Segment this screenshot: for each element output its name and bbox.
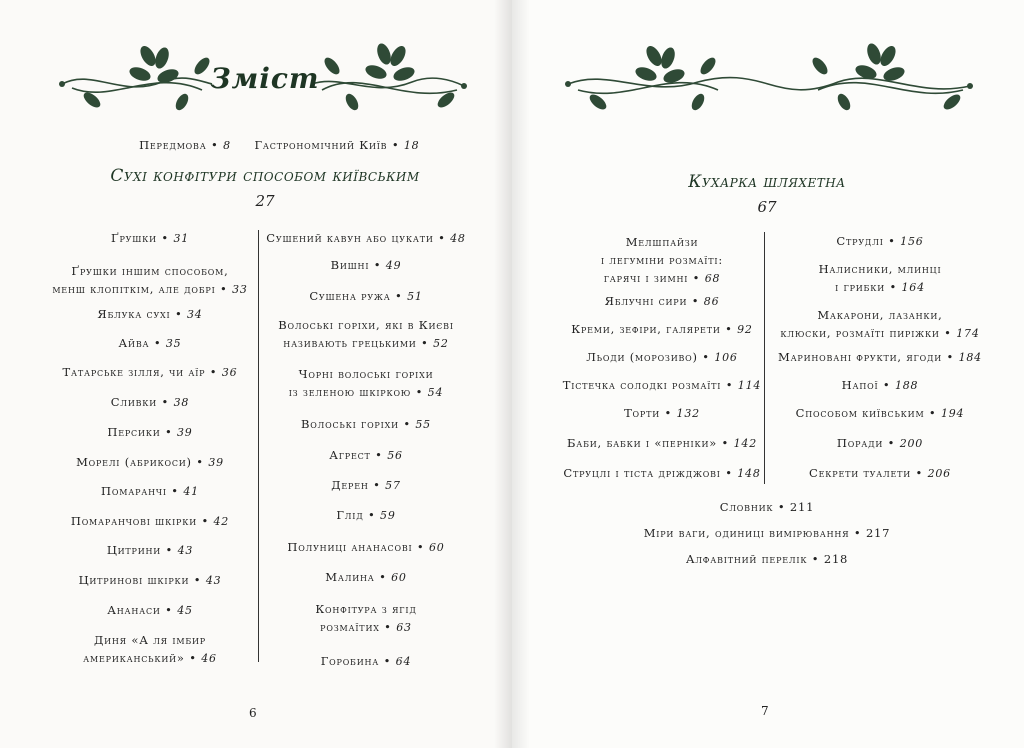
toc-entry-label: Тістечка солодкі розмаїті bbox=[562, 378, 722, 392]
toc-entry-label: Поради bbox=[836, 436, 884, 450]
toc-entry-label: Сливки bbox=[110, 395, 158, 409]
toc-entry[interactable]: Агрест • 56 bbox=[329, 448, 403, 462]
toc-entry[interactable]: Льоди (морозиво) • 106 bbox=[586, 350, 738, 364]
toc-entry-page: 49 bbox=[385, 259, 402, 272]
toc-entry[interactable]: Чорні волоські горіхи із зеленою шкіркою • 54 bbox=[288, 367, 444, 399]
toc-entry[interactable]: Мелшпайзи і легуміни розмаїті: гарячі і зимні • 68 bbox=[600, 235, 724, 285]
gutter-shadow bbox=[512, 0, 530, 748]
toc-entry[interactable]: Помаранчові шкірки • 42 bbox=[70, 514, 230, 528]
toc-entry-page: 48 bbox=[450, 232, 466, 245]
toc-entry[interactable]: Напої • 188 bbox=[841, 378, 919, 392]
toc-entry[interactable]: Торти • 132 bbox=[624, 406, 700, 420]
toc-entry-label: клюски, розмаїті пиріжки bbox=[780, 326, 940, 340]
toc-entry-page: 114 bbox=[737, 379, 762, 392]
contents-title: Зміст bbox=[210, 62, 320, 95]
toc-entry[interactable]: Алфавітний перелік • 218 bbox=[685, 552, 849, 566]
toc-entry-label: менш клопіткім, але добрі bbox=[52, 282, 216, 296]
toc-entry-label: Креми, зефіри, галярети bbox=[571, 322, 721, 336]
toc-entry[interactable]: Цитринові шкірки • 43 bbox=[78, 573, 222, 587]
toc-entry-page: 60 bbox=[428, 541, 445, 554]
toc-entry[interactable]: Волоські горіхи • 55 bbox=[301, 417, 431, 431]
toc-entry[interactable]: Баби, бабки і «перніки» • 142 bbox=[566, 436, 757, 450]
toc-entry[interactable]: Помаранчі • 41 bbox=[101, 484, 199, 498]
toc-entry[interactable]: Налисники, млинці і грибки • 164 bbox=[818, 262, 942, 294]
toc-entry-label: Торти bbox=[624, 406, 661, 420]
toc-entry-page: 63 bbox=[396, 621, 412, 634]
toc-entry-label: американський» bbox=[83, 651, 185, 665]
toc-entry-page: 57 bbox=[385, 479, 401, 492]
toc-entry-page: 31 bbox=[173, 232, 190, 245]
toc-entry[interactable]: Ґрушки • 31 bbox=[110, 231, 190, 245]
toc-entry-label: Ґрушки bbox=[110, 231, 157, 245]
toc-entry-label: Льоди (морозиво) bbox=[586, 350, 698, 364]
toc-entry[interactable]: Глід • 59 bbox=[336, 508, 396, 522]
toc-entry-page: 156 bbox=[900, 235, 924, 248]
toc-entry[interactable]: Гастрономічний Київ • 18 bbox=[254, 138, 420, 152]
toc-entry-label: Агрест bbox=[329, 448, 371, 462]
toc-entry-label: Налисники, млинці bbox=[818, 262, 942, 276]
toc-entry-page: 132 bbox=[676, 407, 700, 420]
toc-entry-label: Цитринові шкірки bbox=[78, 573, 190, 587]
page-number: 6 bbox=[249, 706, 257, 720]
toc-entry-label: Мелшпайзи bbox=[625, 235, 699, 249]
toc-entry-label: Ґрушки іншим способом, bbox=[71, 264, 229, 278]
toc-entry-page: 56 bbox=[387, 449, 403, 462]
toc-entry-label: Диня «А ля імбир bbox=[93, 633, 206, 647]
toc-entry-label: Мариновані фрукти, ягоди bbox=[778, 350, 943, 364]
toc-entry-page: 46 bbox=[201, 652, 217, 665]
toc-entry-label: Персики bbox=[107, 425, 161, 439]
toc-entry[interactable]: Горобина • 64 bbox=[320, 654, 412, 668]
toc-entry[interactable]: Персики • 39 bbox=[107, 425, 193, 439]
toc-entry[interactable]: Струдлі • 156 bbox=[836, 234, 924, 248]
toc-entry-page: 43 bbox=[177, 544, 194, 557]
toc-entry-label: і грибки bbox=[835, 280, 885, 294]
toc-entry-page: 188 bbox=[894, 379, 919, 392]
toc-entry-page: 54 bbox=[427, 386, 444, 399]
toc-entry-label: Татарське зілля, чи аїр bbox=[62, 365, 206, 379]
toc-entry-page: 148 bbox=[737, 467, 761, 480]
toc-entry-page: 52 bbox=[433, 337, 449, 350]
toc-entry-page: 194 bbox=[940, 407, 965, 420]
toc-entry[interactable]: Вишні • 49 bbox=[330, 258, 402, 272]
section-title: Кухарка шляхетна bbox=[688, 172, 846, 192]
toc-entry-label: Айва bbox=[118, 336, 150, 350]
toc-entry-label: Вишні bbox=[330, 258, 370, 272]
toc-entry-label: Сушений кавун або цукати bbox=[266, 231, 434, 245]
toc-entry-page: 36 bbox=[221, 366, 238, 379]
column-divider bbox=[764, 232, 765, 484]
toc-entry-page: 184 bbox=[958, 351, 982, 364]
toc-entry-page: 42 bbox=[213, 515, 230, 528]
right-page bbox=[512, 0, 1024, 748]
toc-entry[interactable]: Міри ваги, одиниці вимірювання • 217 bbox=[643, 526, 891, 540]
toc-entry-page: 59 bbox=[380, 509, 396, 522]
toc-entry-page: 43 bbox=[205, 574, 222, 587]
toc-entry[interactable]: Макарони, лазанки, клюски, розмаїті пиріжки • 174 bbox=[780, 308, 980, 340]
toc-entry-label: Струдлі bbox=[836, 234, 884, 248]
toc-entry-label: Волоські горіхи, які в Києві bbox=[278, 318, 454, 332]
toc-entry[interactable]: Айва • 35 bbox=[118, 336, 182, 350]
toc-entry-page: 106 bbox=[714, 351, 738, 364]
toc-entry[interactable]: Сушена ружа • 51 bbox=[309, 289, 423, 303]
toc-entry-page: 86 bbox=[703, 295, 720, 308]
toc-entry-label: розмаїтих bbox=[320, 620, 380, 634]
toc-entry-label: Способом київським bbox=[795, 406, 925, 420]
toc-entry[interactable]: Поради • 200 bbox=[836, 436, 924, 450]
toc-entry-page: 35 bbox=[165, 337, 182, 350]
toc-entry-label: Волоські горіхи bbox=[301, 417, 399, 431]
toc-entry-label: Струцлі і тіста дріжджові bbox=[563, 466, 721, 480]
toc-entry-page: 45 bbox=[177, 604, 193, 617]
toc-entry-page: 39 bbox=[177, 426, 193, 439]
toc-entry[interactable]: Словник • 211 bbox=[719, 500, 815, 514]
toc-entry[interactable]: Струцлі і тіста дріжджові • 148 bbox=[563, 466, 761, 480]
toc-entry-page: 41 bbox=[183, 485, 199, 498]
toc-entry[interactable]: Ґрушки іншим способом, менш клопіткім, але добрі • 33 bbox=[52, 264, 248, 296]
toc-entry[interactable]: Сливки • 38 bbox=[110, 395, 190, 409]
toc-entry[interactable]: Ананаси • 45 bbox=[107, 603, 193, 617]
toc-entry[interactable]: Полуниці ананасові • 60 bbox=[287, 540, 445, 554]
toc-entry-page: 33 bbox=[232, 283, 248, 296]
toc-entry-page: 60 bbox=[391, 571, 407, 584]
toc-entry-label: Напої bbox=[841, 378, 879, 392]
toc-entry-label: із зеленою шкіркою bbox=[288, 385, 412, 399]
toc-entry-page: 34 bbox=[186, 308, 203, 321]
toc-entry-page: 174 bbox=[956, 327, 980, 340]
column-divider bbox=[258, 230, 259, 662]
toc-entry-label: Полуниці ананасові bbox=[287, 540, 413, 554]
toc-entry-page: 200 bbox=[899, 437, 924, 450]
toc-entry-label: називають грецькими bbox=[283, 336, 417, 350]
toc-entry-page: 51 bbox=[407, 290, 423, 303]
gutter-shadow bbox=[494, 0, 512, 748]
toc-entry-page: 164 bbox=[901, 281, 925, 294]
toc-entry-label: Яблучні сири bbox=[604, 294, 688, 308]
section-page: 27 bbox=[255, 192, 275, 210]
toc-entry[interactable]: Волоські горіхи, які в Києві називають грецькими • 52 bbox=[278, 318, 454, 350]
toc-entry-label: Глід bbox=[336, 508, 364, 522]
toc-entry-page: 206 bbox=[927, 467, 951, 480]
toc-entry-label: Баби, бабки і «перніки» bbox=[566, 436, 718, 450]
toc-entry[interactable]: Яблука сухі • 34 bbox=[97, 307, 203, 321]
toc-entry[interactable]: Конфітура з ягід розмаїтих • 63 bbox=[315, 602, 417, 634]
vine-ornament-right bbox=[558, 38, 978, 118]
toc-entry-label: Помаранчові шкірки bbox=[70, 514, 197, 528]
page-number: 7 bbox=[761, 704, 769, 718]
toc-entry[interactable]: Мариновані фрукти, ягоди • 184 bbox=[778, 350, 982, 364]
toc-entry-label: Малина bbox=[325, 570, 375, 584]
toc-entry-label: Яблука сухі bbox=[97, 307, 171, 321]
toc-entry-label: Конфітура з ягід bbox=[315, 602, 417, 616]
toc-entry[interactable]: Малина • 60 bbox=[325, 570, 407, 584]
toc-entry-label: Сушена ружа bbox=[309, 289, 391, 303]
toc-entry[interactable]: Секрети туалети • 206 bbox=[809, 466, 951, 480]
toc-entry-label: Цитрини bbox=[106, 543, 162, 557]
toc-entry-page: 39 bbox=[208, 456, 224, 469]
toc-entry[interactable]: Яблучні сири • 86 bbox=[604, 294, 720, 308]
toc-entry-label: Макарони, лазанки, bbox=[817, 308, 943, 322]
toc-entry[interactable]: Тістечка солодкі розмаїті • 114 bbox=[562, 378, 762, 392]
toc-entry-page: 38 bbox=[173, 396, 190, 409]
toc-entry[interactable]: Цитрини • 43 bbox=[106, 543, 194, 557]
toc-entry-label: і легуміни розмаїті: bbox=[600, 253, 724, 267]
section-page: 67 bbox=[757, 198, 777, 216]
toc-entry-label: Чорні волоські горіхи bbox=[298, 367, 434, 381]
toc-entry[interactable]: Татарське зілля, чи аїр • 36 bbox=[62, 365, 238, 379]
toc-entry-label: гарячі і зимні bbox=[603, 271, 689, 285]
toc-entry-page: 68 bbox=[704, 272, 721, 285]
toc-entry-label: Помаранчі bbox=[101, 484, 167, 498]
toc-entry-page: 64 bbox=[395, 655, 412, 668]
toc-entry-label: Горобина bbox=[320, 654, 380, 668]
toc-entry[interactable]: Передмова • 8 bbox=[139, 138, 231, 152]
toc-entry-page: 55 bbox=[415, 418, 431, 431]
toc-entry-label: Ананаси bbox=[107, 603, 161, 617]
toc-entry[interactable]: Дерен • 57 bbox=[331, 478, 401, 492]
toc-entry-label: Секрети туалети bbox=[809, 466, 912, 480]
section-title: Сухі конфітури способом київським bbox=[110, 166, 420, 186]
toc-entry[interactable]: Диня «А ля імбир американський» • 46 bbox=[83, 633, 217, 665]
toc-entry[interactable]: Способом київським • 194 bbox=[795, 406, 965, 420]
toc-entry-page: 142 bbox=[733, 437, 757, 450]
toc-entry[interactable]: Креми, зефіри, галярети • 92 bbox=[571, 322, 753, 336]
toc-entry-label: Морелі (абрикоси) bbox=[76, 455, 192, 469]
toc-entry-page: 92 bbox=[737, 323, 753, 336]
toc-entry[interactable]: Сушений кавун або цукати • 48 bbox=[266, 231, 466, 245]
toc-entry-label: Дерен bbox=[331, 478, 369, 492]
toc-entry[interactable]: Морелі (абрикоси) • 39 bbox=[76, 455, 224, 469]
